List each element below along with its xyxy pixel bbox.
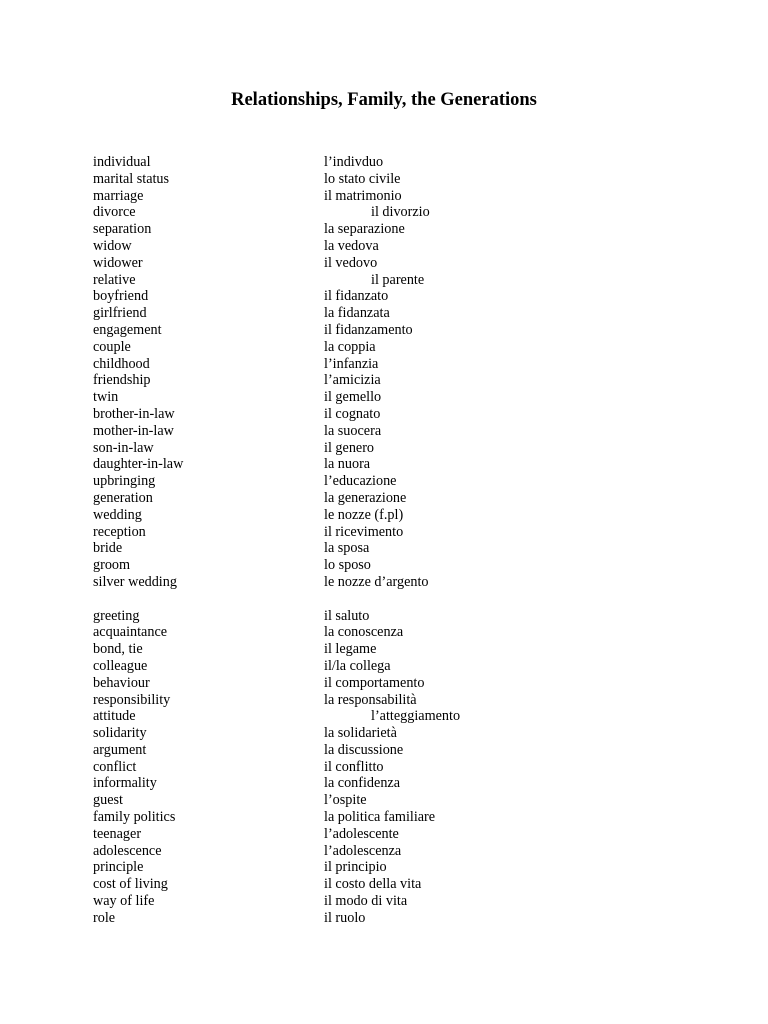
vocab-row xyxy=(93,456,713,473)
english-term: daughter-in-law xyxy=(93,456,184,473)
italian-term: la nuora xyxy=(324,456,371,473)
vocab-row xyxy=(93,826,713,843)
english-term: guest xyxy=(93,792,123,809)
english-term: relative xyxy=(93,271,136,288)
english-term: conflict xyxy=(93,758,137,775)
english-term: individual xyxy=(93,154,151,170)
italian-term: il legame xyxy=(324,641,377,658)
english-term: boyfriend xyxy=(93,288,149,305)
italian-term: la generazione xyxy=(324,489,407,506)
italian-term: la politica familiare xyxy=(324,809,436,826)
english-term: teenager xyxy=(93,825,142,842)
vocab-row xyxy=(93,574,713,591)
vocab-row xyxy=(93,356,713,373)
italian-term: il ricevimento xyxy=(324,523,404,540)
vocab-row xyxy=(93,255,713,272)
vocab-row xyxy=(93,624,713,641)
vocab-row xyxy=(93,792,713,809)
english-term: attitude xyxy=(93,708,136,725)
english-term: mother-in-law xyxy=(93,422,174,439)
italian-term: la confidenza xyxy=(324,775,401,792)
italian-term: le nozze (f.pl) xyxy=(324,506,404,523)
vocab-row xyxy=(93,658,713,675)
italian-term: l’adolescente xyxy=(324,825,399,842)
italian-term: il comportamento xyxy=(324,674,425,691)
english-term: marital status xyxy=(93,170,170,187)
italian-term: il/la collega xyxy=(324,657,391,674)
english-term: role xyxy=(93,909,116,926)
english-term: girlfriend xyxy=(93,305,147,322)
english-term: bond, tie xyxy=(93,641,143,658)
vocab-row xyxy=(93,272,713,289)
english-term: bride xyxy=(93,540,123,557)
italian-term: il ruolo xyxy=(324,909,366,926)
italian-term: la sposa xyxy=(324,540,370,557)
italian-term: il vedovo xyxy=(324,254,378,271)
english-term: divorce xyxy=(93,204,136,221)
vocab-row xyxy=(93,910,713,927)
vocab-row xyxy=(93,406,713,423)
english-term: reception xyxy=(93,523,146,540)
italian-term: la conoscenza xyxy=(324,624,404,641)
english-term: acquaintance xyxy=(93,624,168,641)
english-term: widow xyxy=(93,237,132,254)
english-term: marriage xyxy=(93,187,144,204)
italian-term: il matrimonio xyxy=(324,187,402,204)
vocab-row xyxy=(93,608,713,625)
italian-term: la suocera xyxy=(324,422,382,439)
vocab-row xyxy=(93,204,713,221)
italian-term: la fidanzata xyxy=(324,305,390,322)
english-term: son-in-law xyxy=(93,439,154,456)
vocab-row xyxy=(93,540,713,557)
italian-term: la separazione xyxy=(324,221,405,238)
italian-term: il gemello xyxy=(324,389,382,406)
vocab-row xyxy=(93,692,713,709)
vocab-row xyxy=(93,238,713,255)
italian-term: il fidanzamento xyxy=(324,321,413,338)
english-term: groom xyxy=(93,557,131,574)
vocab-row xyxy=(93,708,713,725)
italian-term: il parente xyxy=(371,271,425,288)
italian-term: la coppia xyxy=(324,338,376,355)
page-title: Relationships, Family, the Generations xyxy=(231,90,537,110)
italian-term: lo stato civile xyxy=(324,170,401,187)
vocab-row xyxy=(93,389,713,406)
italian-term: il saluto xyxy=(324,607,370,624)
italian-term: l’educazione xyxy=(324,473,397,490)
english-term: principle xyxy=(93,859,144,876)
italian-term: l’adolescenza xyxy=(324,842,402,859)
vocab-row xyxy=(93,473,713,490)
vocab-row xyxy=(93,288,713,305)
italian-term: il costo della vita xyxy=(324,876,422,893)
italian-term: il conflitto xyxy=(324,758,384,775)
italian-term: la discussione xyxy=(324,741,404,758)
english-term: solidarity xyxy=(93,725,147,742)
vocab-row xyxy=(93,557,713,574)
vocab-row xyxy=(93,154,713,171)
italian-term: il modo di vita xyxy=(324,893,408,910)
italian-term: il divorzio xyxy=(371,204,430,221)
english-term: couple xyxy=(93,338,131,355)
english-term: responsibility xyxy=(93,691,171,708)
english-term: family politics xyxy=(93,809,176,826)
vocab-row xyxy=(93,742,713,759)
vocab-row xyxy=(93,490,713,507)
italian-term: l’ospite xyxy=(324,792,367,809)
italian-term: le nozze d’argento xyxy=(324,573,429,590)
english-term: way of life xyxy=(93,893,155,910)
vocab-row xyxy=(93,675,713,692)
italian-term: lo sposo xyxy=(324,557,371,574)
italian-term: la solidarietà xyxy=(324,725,397,742)
english-term: separation xyxy=(93,221,152,238)
vocab-row xyxy=(93,188,713,205)
english-term: childhood xyxy=(93,355,150,372)
vocab-row xyxy=(93,859,713,876)
english-term: twin xyxy=(93,389,119,406)
english-term: generation xyxy=(93,489,153,506)
italian-term: l’indivduo xyxy=(324,154,384,170)
vocab-row xyxy=(93,893,713,910)
english-term: adolescence xyxy=(93,842,162,859)
italian-term: il genero xyxy=(324,439,375,456)
english-term: behaviour xyxy=(93,674,150,691)
vocab-row xyxy=(93,440,713,457)
italian-term: il fidanzato xyxy=(324,288,389,305)
vocab-row xyxy=(93,775,713,792)
vocab-row xyxy=(93,876,713,893)
vocab-row xyxy=(93,759,713,776)
vocab-row xyxy=(93,322,713,339)
english-term: greeting xyxy=(93,607,140,624)
vocab-row xyxy=(93,524,713,541)
english-term: colleague xyxy=(93,657,148,674)
italian-term: il cognato xyxy=(324,405,381,422)
english-term: friendship xyxy=(93,372,151,389)
vocab-row xyxy=(93,305,713,322)
italian-term: il principio xyxy=(324,859,387,876)
vocab-row xyxy=(93,339,713,356)
vocab-row xyxy=(93,725,713,742)
vocab-row xyxy=(93,507,713,524)
vocab-row xyxy=(93,809,713,826)
english-term: silver wedding xyxy=(93,573,177,590)
vocab-row xyxy=(93,221,713,238)
italian-term: l’amicizia xyxy=(324,372,381,389)
english-term: brother-in-law xyxy=(93,405,175,422)
italian-term: la responsabilità xyxy=(324,691,417,708)
english-term: cost of living xyxy=(93,876,168,893)
english-term: informality xyxy=(93,775,157,792)
english-term: argument xyxy=(93,741,147,758)
vocab-row xyxy=(93,171,713,188)
english-term: wedding xyxy=(93,506,142,523)
vocab-row xyxy=(93,641,713,658)
vocab-row xyxy=(93,843,713,860)
english-term: engagement xyxy=(93,321,162,338)
vocab-row xyxy=(93,372,713,389)
english-term: upbringing xyxy=(93,473,156,490)
italian-term: l’atteggiamento xyxy=(371,708,461,725)
italian-term: l’infanzia xyxy=(324,355,379,372)
english-term: widower xyxy=(93,254,143,271)
vocab-row xyxy=(93,423,713,440)
section-spacer xyxy=(93,591,713,608)
italian-term: la vedova xyxy=(324,237,379,254)
vocabulary-list xyxy=(93,154,713,927)
